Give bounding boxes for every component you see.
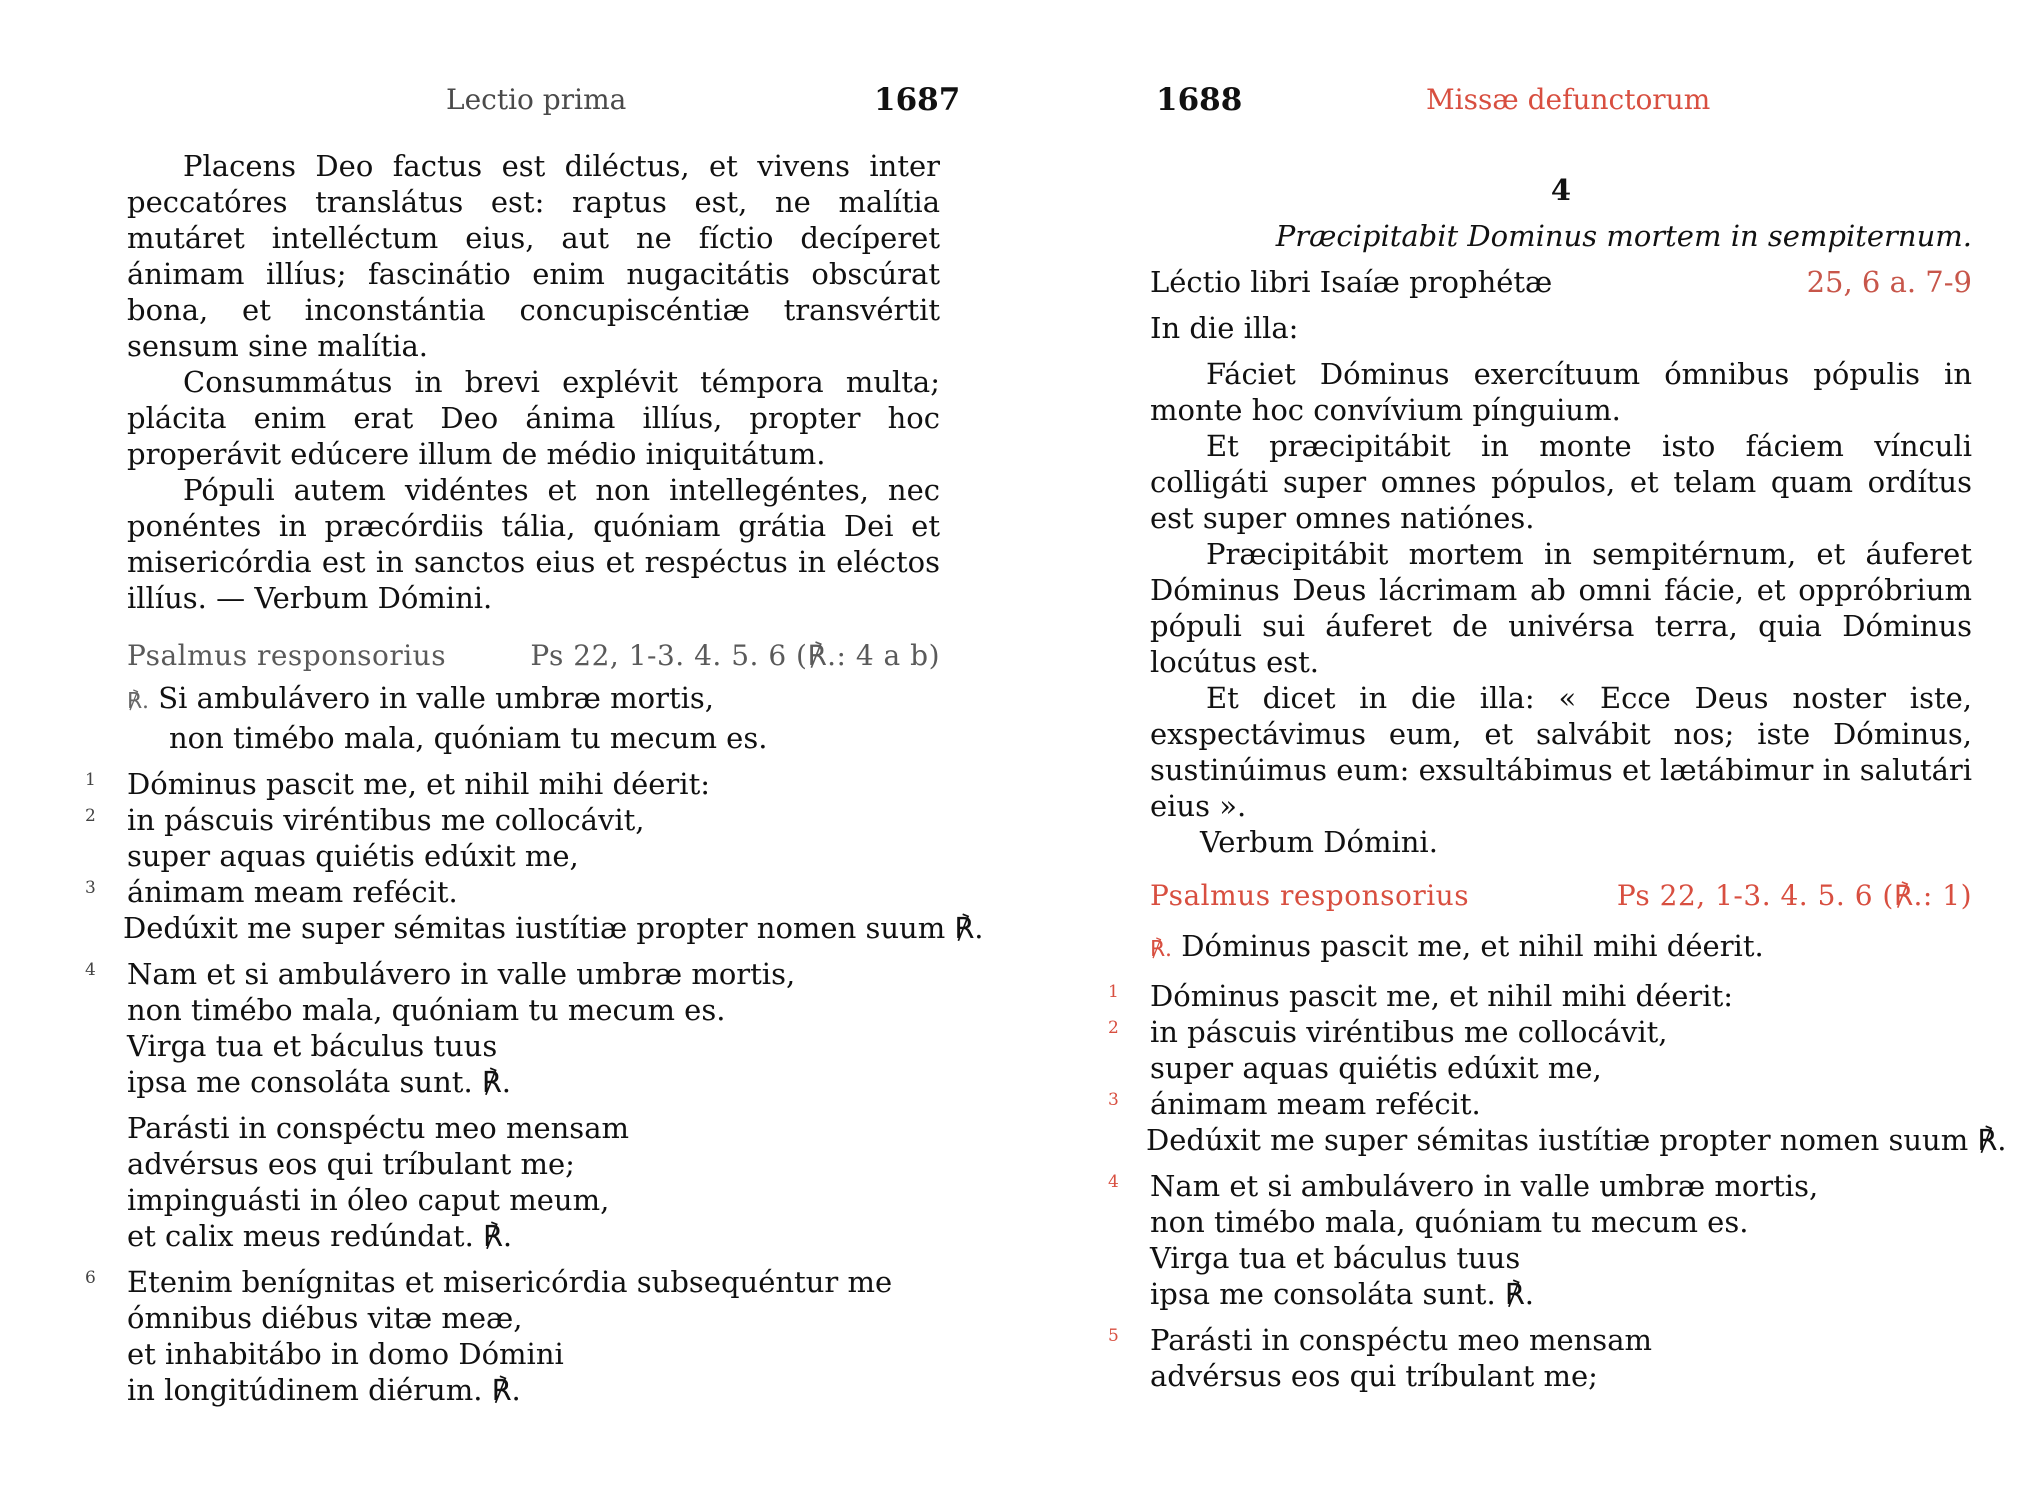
verse-line: Dedúxit me super sémitas iustítiæ propter nomen suum ℟. [123,911,984,945]
verse-number: 1 [85,770,96,790]
reading-text [1108,172,2007,1394]
verse-line: in páscuis viréntibus me collocávit, [127,803,645,837]
page-number: 1688 [1156,82,1243,118]
verse-line: impinguásti in óleo caput meum, [127,1183,610,1217]
psalm-heading-row [127,638,940,674]
verse-number: 4 [1108,1172,1119,1192]
paragraph: Et præcipitábit in monte isto fáciem vínculi colligáti super omnes pópulos, et telam quam ordítus est super omnes natiónes. [1150,429,1972,535]
verse-line: Parásti in conspéctu meo mensam [127,1111,629,1145]
paragraph: Fáciet Dóminus exercítuum ómnibus pópulis in monte hoc convívium pínguium. [1150,357,1972,427]
running-head: Lectio prima [446,83,627,116]
verse-number: 3 [1108,1090,1119,1110]
lectio-reference: 25, 6 a. 7-9 [1806,265,1972,299]
verse-line: non timébo mala, quóniam tu mecum es. [1150,1205,1749,1239]
psalm-stanza [127,1110,940,1254]
verse-line: ipsa me consoláta sunt. ℟. [127,1065,511,1099]
verse-line: Etenim benígnitas et misericórdia subsequéntur me [127,1265,893,1299]
paragraph: Præcipitábit mortem in sempitérnum, et áuferet Dóminus Deus lácrimam ab omni fácie, et oppróbrium pópuli sui áuferet de univérsa terra, quia Dóminus locútus est. [1150,537,1972,679]
verse-number: 2 [85,806,96,826]
verse-number: 4 [85,960,96,980]
reading-title: Præcipitabit Dominus mortem in sempiternum. [1275,219,1972,253]
response-line: non timébo mala, quóniam tu mecum es. [169,721,768,755]
psalm-heading-row [1150,878,1972,914]
psalm-stanza [85,766,984,946]
paragraph: Placens Deo factus est diléctus, et vivens inter peccatóres translátus est: raptus est, ne malítia mutáret intelléctum eius, aut ne fíctio decíperet ánimam illíus; fascinátio enim nugacitátis obscúrat bona, et inconstántia concupiscéntiæ transvértit sensum sine malítia. [127,149,940,363]
verse-number: 2 [1108,1018,1119,1038]
verse-number: 5 [1108,1326,1119,1346]
closing-formula: Verbum Dómini. [1200,825,1438,859]
paragraph: Et dicet in die illa: « Ecce Deus noster iste, exspectávimus eum, et salvábit nos; iste Dóminus, sustinúimus eum: exsultábimus et lætábimur in salutári eius ». [1150,681,1972,823]
verse-line: Parásti in conspéctu meo mensam [1150,1323,1652,1357]
reading-number: 4 [1550,173,1572,207]
verse-line: Dóminus pascit me, et nihil mihi déerit: [127,767,710,801]
psalm-heading: Psalmus responsorius [127,639,447,672]
response-mark: ℟. [127,689,150,714]
paragraph: Consummátus in brevi explévit témpora multa; plácita enim erat Deo ánima illíus, propter hoc properávit edúcere illum de médio iniquitátum. [127,365,940,471]
psalm-citation: Ps 22, 1-3. 4. 5. 6 (℟.: 4 a b) [530,639,940,672]
right-page [1011,0,2022,1500]
psalm-citation: Ps 22, 1-3. 4. 5. 6 (℟.: 1) [1616,879,1972,912]
verse-line: super aquas quiétis edúxit me, [1150,1051,1602,1085]
psalm-response [127,680,940,756]
verse-line: et inhabitábo in domo Dómini [127,1337,564,1371]
paragraph: Pópuli autem vidéntes et non intellegéntes, nec ponéntes in præcórdiis tália, quóniam grátia Dei et misericórdia est in sanctos eius et respéctus in eléctos illíus. — Verbum Dómini. [127,473,940,615]
verse-number: 1 [1108,982,1119,1002]
verse-line: non timébo mala, quóniam tu mecum es. [127,993,726,1027]
page-number: 1687 [874,82,961,118]
verse-line: advérsus eos qui tríbulant me; [1150,1359,1598,1393]
verse-line: Nam et si ambulávero in valle umbræ mortis, [1150,1169,1819,1203]
verse-number: 3 [85,878,96,898]
verse-number: 6 [85,1268,96,1288]
psalm-stanza [1108,1168,1972,1312]
psalm-stanza [1108,978,2007,1158]
verse-line: Virga tua et báculus tuus [127,1029,498,1063]
verse-line: in páscuis viréntibus me collocávit, [1150,1015,1668,1049]
verse-line: ánimam meam refécit. [127,875,458,909]
psalm-stanza [85,1264,940,1408]
running-head: Missæ defunctorum [1426,83,1711,116]
verse-line: Virga tua et báculus tuus [1150,1241,1521,1275]
lectio-header [1150,264,1972,300]
verse-line: super aquas quiétis edúxit me, [127,839,579,873]
response-mark: ℟. [1150,937,1173,962]
lectio-label: Léctio libri Isaíæ prophétæ [1150,265,1553,299]
verse-line: in longitúdinem diérum. ℟. [127,1373,521,1407]
response-line: Dóminus pascit me, et nihil mihi déerit. [1181,929,1764,963]
verse-line: et calix meus redúndat. ℟. [127,1219,513,1253]
verse-line: Dóminus pascit me, et nihil mihi déerit: [1150,979,1733,1013]
verse-line: Dedúxit me super sémitas iustítiæ propter nomen suum ℟. [1146,1123,2007,1157]
psalm-stanza [85,956,940,1100]
response-line: Si ambulávero in valle umbræ mortis, [158,681,715,715]
verse-line: ómnibus diébus vitæ meæ, [127,1301,523,1335]
psalm-heading: Psalmus responsorius [1150,879,1470,912]
verse-line: advérsus eos qui tríbulant me; [127,1147,575,1181]
verse-line: ánimam meam refécit. [1150,1087,1481,1121]
psalm-response [1150,928,1972,968]
verse-line: ipsa me consoláta sunt. ℟. [1150,1277,1534,1311]
psalm-stanza [1108,1322,1972,1394]
reading-intro: In die illa: [1150,311,1299,345]
verse-line: Nam et si ambulávero in valle umbræ mortis, [127,957,796,991]
reading-text [85,148,984,1408]
